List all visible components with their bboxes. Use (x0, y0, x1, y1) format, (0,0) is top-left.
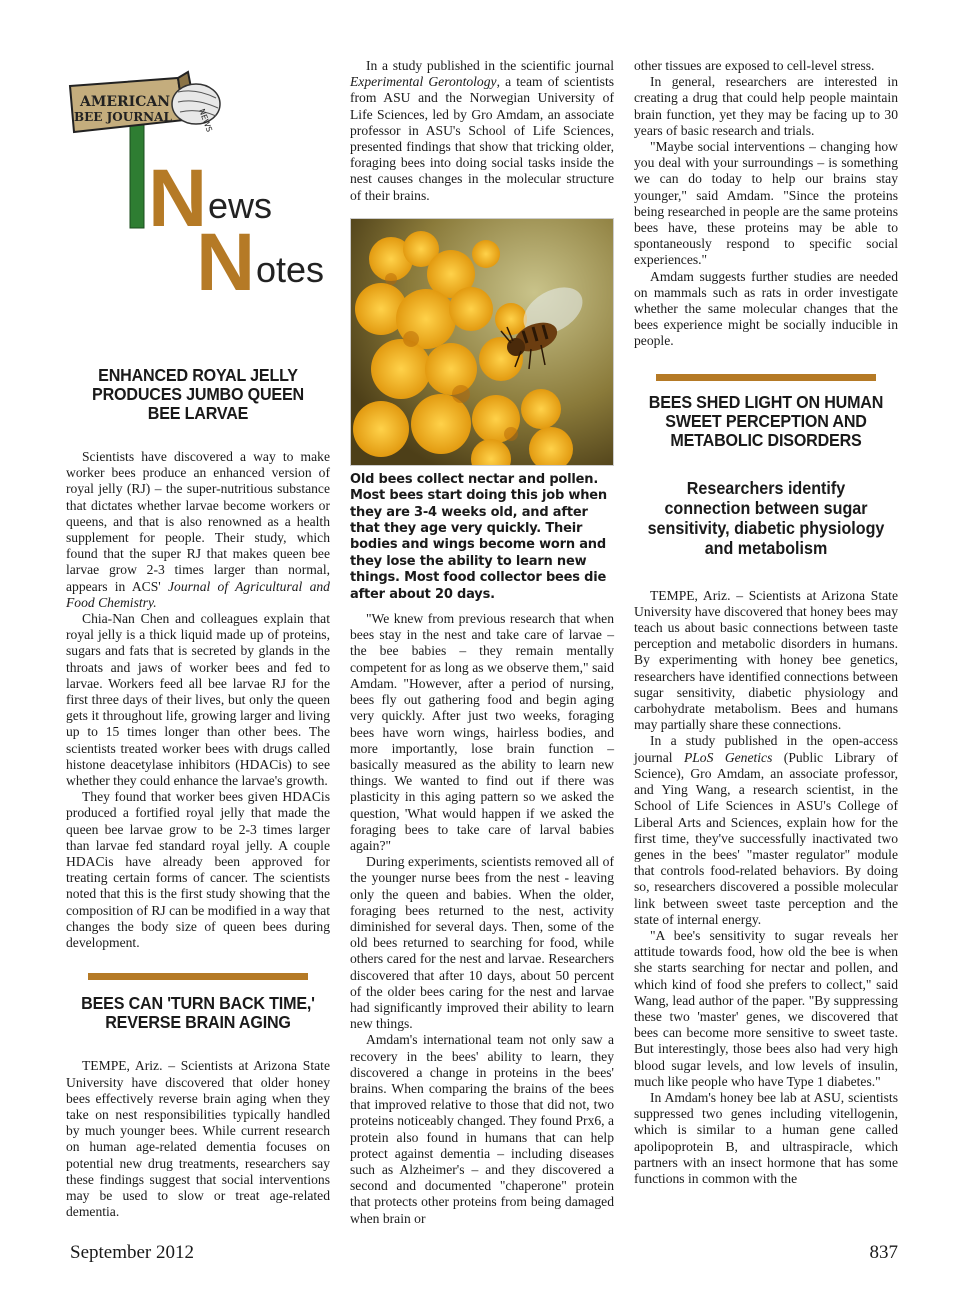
article3-p2-text-a: In a study published in the open-access journal (634, 733, 898, 765)
article1-paragraph-3: They found that worker bees given HDACis produced a fortified royal jelly that made the queen bee larvae grow to be 2-3 times larger than larvae fed standard royal jelly. A couple HDACis have already been approved for treating certain forms of cancer. The scientists noted that this is the first study showing that the composition of RJ can be modified in a way that changes the body size of queen bees during development. (66, 789, 330, 951)
article2-headline: BEES CAN 'TURN BACK TIME,' REVERSE BRAIN AGING (81, 993, 315, 1033)
issue-date: September 2012 (70, 1242, 195, 1263)
article2-p2-text-a: In a study published in the scientific journal (366, 58, 614, 73)
news-rest: ews (208, 185, 273, 226)
page-number: 837 (869, 1242, 898, 1263)
logo-line-1: AMERICAN (80, 94, 171, 110)
notes-rest: otes (256, 249, 325, 290)
article1-paragraph-1 (66, 449, 330, 611)
article1-journal-name: Journal of Agricultural and Food Chemistry. (66, 578, 330, 610)
article2-paragraph-5-continued: other tissues are exposed to cell-level stress. (634, 58, 875, 73)
article3-p2-text-b: (Public Library of Science), Gro Amdam, an associate professor, and Ying Wang, a research scientist, in the School of Life Sciences in ASU's College of Liberal Arts and Sciences, explain how for the first time, they've successfully inactivated two genes in the bees' "master regulator" module that controls food-related behaviors. By doing so, researchers discovered a possible molecular link between sweet taste perception and the state of internal energy. (634, 749, 898, 927)
column-1 (66, 366, 330, 1220)
section-divider (88, 973, 308, 980)
article3-journal-name: PLoS Genetics (683, 749, 773, 765)
mailbox-logo-graphic (66, 58, 330, 298)
photo-caption: Old bees collect nectar and pollen. Most bees start doing this job when they are 3-4 weeks old, and after that they age very quickly. Their bodies and wings become worn and they lose the ability to learn new things. Most food collector bees die after about 20 days. (350, 471, 607, 602)
article2-paragraph-8: Amdam suggests further studies are needed on mammals such as rats in order investigate whether the same molecular changes that the bees experience might be socially inducible in people. (634, 268, 898, 349)
article2-p2-text-b: , a team of scientists from ASU and the Norwegian University of Life Sciences, led by Gro Amdam, an associate professor in ASU's School of Life Sciences, presented findings that show that tricking older, foraging bees into doing social tasks inside the nest causes changes in the molecular structure of their brains. (350, 74, 615, 203)
article2-paragraph-4: During experiments, scientists removed all of the younger nurse bees from the nest - leaving only the queen and babies. When the older, foraging bees returned to the nest, activity diminished for several days. Then, some of the old bees returned to searching for food, while others cared for the nest and larvae. Researchers discovered that after 10 days, about 50 percent of the older bees caring for the nest and larvae had significantly improved their ability to learn new things. (350, 854, 614, 1032)
column-2 (350, 58, 614, 1227)
article3-paragraph-1: TEMPE, Ariz. – Scientists at Arizona State University have discovered that honey bees may teach us about basic connections between taste perception and metabolic disorders in humans. By experimenting with honey bee genetics, researchers have identified connections between sugar sensitivity, diabetic physiology and carbohydrate metabolism. Bees and humans may partially share these connections. (634, 587, 898, 733)
news-big-letter: N (148, 153, 208, 244)
article2-paragraph-3: "We knew from previous research that when bees stay in the nest and take care of larvae – the bee babies – they remain mentally competent for as long as we observe them," said Amdam. "However, after a period of nursing, bees fly out gathering food and begin aging very quickly. After just two weeks, foraging bees have worn wings, hairless bodies, and more importantly, lose brain function – basically measured as the ability to learn new things. We wanted to find out if there was plasticity in this aging pattern so we asked the question, 'What would happen if we asked the foraging bees to take care of larval babies again?" (350, 611, 614, 853)
column-3 (634, 58, 898, 1187)
newspaper-text: NEWS (197, 107, 214, 134)
article2-journal-name: Experimental Gerontology (350, 74, 497, 90)
article2-paragraph-5: Amdam's international team not only saw a recovery in the bees' ability to learn, they discovered a change in proteins in the bees' brains. When comparing the brains of the bees that improved relative to those that did not, two proteins noticeably changed. They found Prx6, a protein also found in humans that can help protect against dementia – including diseases such as Alzheimer's – and they discovered a second and documented "chaperone" protein that protects other proteins from being damaged when brain or (350, 1032, 615, 1226)
article3-subheadline: Researchers identify connection between sugar sensitivity, diabetic physiology and metabolism (647, 477, 885, 558)
notes-big-letter: N (196, 217, 256, 298)
logo-line-2: BEE JOURNAL (74, 110, 172, 124)
article2-paragraph-6: In general, researchers are interested in creating a drug that could help people maintain brain function, yet they may be facing up to 30 years of basic research and trials. (634, 74, 898, 138)
article2-paragraph-1: TEMPE, Ariz. – Scientists at Arizona State University have discovered that older honey bees effectively reverse brain aging when they take on nest responsibilities typically handled by much younger bees. While current research on human age-related dementia focuses on potential new drug treatments, researchers say these findings suggest that social interventions may be used to slow or treat age-related dementia. (66, 1058, 330, 1220)
article3-paragraph-4: In Amdam's honey bee lab at ASU, scientists suppressed two genes including vitellogenin, which is similar to a human gene called apolipoprotein B, and ultraspiracle, which partners with an insect hormone that has some functions in common with the (634, 1089, 898, 1186)
section-divider (656, 374, 876, 381)
article3-paragraph-3: "A bee's sensitivity to sugar reveals her attitude towards food, how old the bee is when she starts searching for nectar and pollen, and which kind of food she prefers to collect," said Wang, lead author of the paper. "By suppressing these two 'master' genes, we discovered that bees can become more sensitive to sweet taste. But interestingly, those bees also had very high blood sugar levels, and low levels of insulin, much like people who have Type 1 diabetes." (634, 927, 898, 1089)
article1-paragraph-2: Chia-Nan Chen and colleagues explain that royal jelly is a thick liquid made up of proteins, sugars and fats that is secreted by glands in the throats and jaws of worker bees and fed to larvae. Workers feed all bee larvae RJ for the first three days of their lives, but only the queen gets it throughout life, growing larger and living up to 15 times longer than other bees. The scientists treated worker bees with drugs called histone deacetylase inhibitors (HDACis) to see whether they could enhance the larvae's growth. (66, 611, 330, 789)
article3-paragraph-2 (634, 733, 898, 927)
bee-on-flower-photo (350, 218, 614, 466)
article3-headline: BEES SHED LIGHT ON HUMAN SWEET PERCEPTION AND METABOLIC DISORDERS (648, 391, 884, 450)
news-notes-logo (66, 58, 330, 298)
article1-p1-text: Scientists have discovered a way to make worker bees produce an enhanced version of royal jelly (RJ) – the super-nutritious substance that dictates whether larvae become workers or queens, and that is also renowned as a health supplement for people. Their study, which found that the super RJ that makes queen bee larvae grow 2-3 times larger than normal, appears in ACS' (66, 449, 330, 594)
article2-paragraph-2 (350, 58, 614, 204)
article2-paragraph-7: "Maybe social interventions – changing how you deal with your surroundings – is something we can do today to help our brains stay younger," said Amdam. "Since the proteins being researched in people are the same proteins bees have, these proteins may be able to spontaneously respond to specific social experiences." (634, 139, 898, 268)
article1-headline: ENHANCED ROYAL JELLY PRODUCES JUMBO QUEEN BEE LARVAE (92, 365, 304, 423)
